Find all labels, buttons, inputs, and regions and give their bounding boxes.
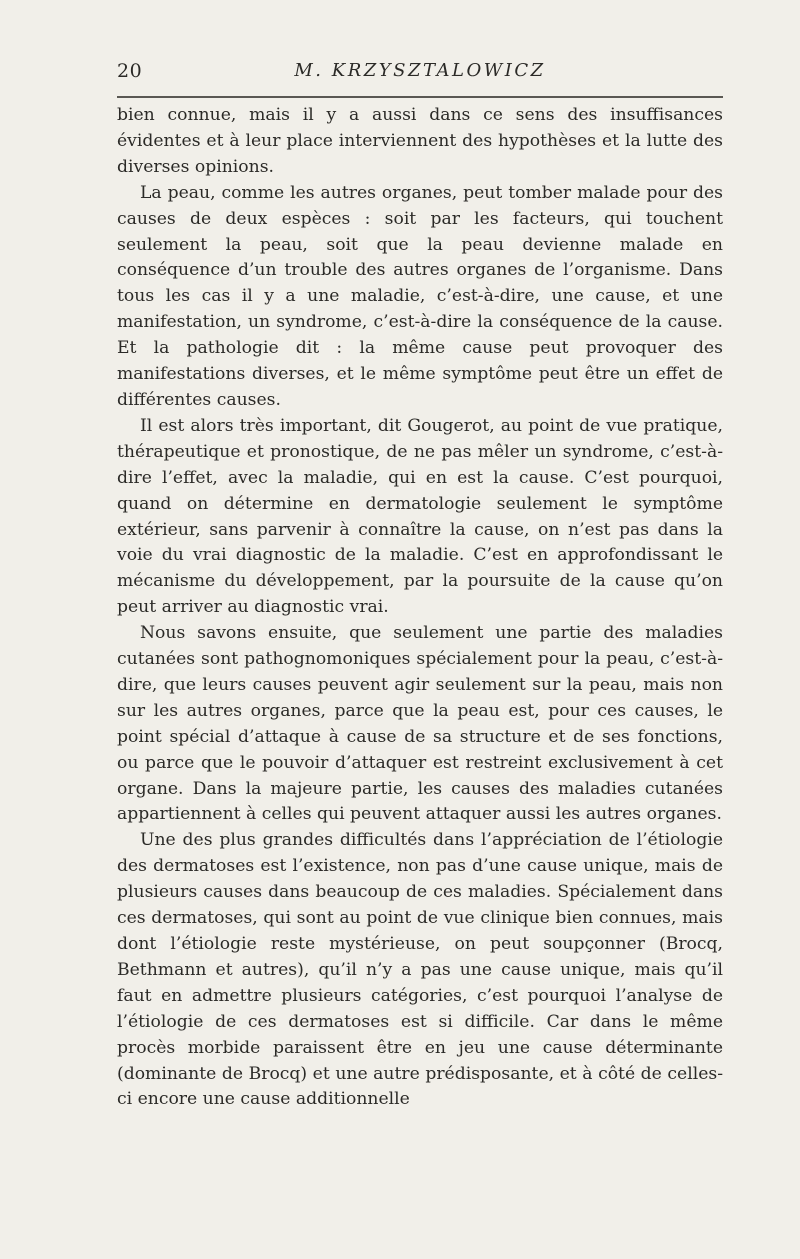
paragraph: Il est alors très important, dit Gougerot, au point de vue pratique, thérapeutique et pronostique, de ne pas mêler un syndrome, c’est-à-dire l’effet, avec la maladie, qui en est la cause. C’est pourquoi, quand on détermine en dermatologie seulement le symptôme extérieur, sans parvenir à connaître la cause, on n’est pas dans la voie du vrai diagnostic de la maladie. C’est en approfondissant le mécanisme du développement, par la poursuite de la cause qu’on peut arriver au diagnostic vrai.	[117, 415, 723, 618]
paragraph: Nous savons ensuite, que seulement une partie des maladies cutanées sont pathognomoniques spécialement pour la peau, c’est-à-dire, que leurs causes peuvent agir seulement sur la peau, mais non sur les autres organes, parce que la peau est, pour ces causes, le point spécial d’attaque à cause de sa structure et de ses fonctions, ou parce que le pouvoir d’attaquer est restreint exclusivement à cet organe. Dans la majeure partie, les causes des maladies cutanées appartiennent à celles qui peuvent attaquer aussi les autres organes.	[117, 623, 723, 825]
page-number: 20	[117, 60, 143, 82]
header-rule	[117, 96, 723, 98]
paragraph: Une des plus grandes difficultés dans l’appréciation de l’étiologie des dermatoses est l’existence, non pas d’une cause unique, mais de plusieurs causes dans beaucoup de ces maladies. Spécialement dans ces dermatoses, qui sont au point de vue clinique bien connues, mais dont l’étiologie reste mystérieuse, on peut soupçonner (Brocq, Bethmann et autres), qu’il n’y a pas une cause unique, mais qu’il faut en admettre plusieurs catégories, c’est pourquoi l’analyse de l’étiologie de ces dermatoses est si difficile. Car dans le même procès morbide paraissent être en jeu une cause déterminante (dominante de Brocq) et une autre prédisposante, et à côté de celles-ci encore une cause additionnelle	[117, 830, 723, 1110]
running-head-author: M. KRZYSZTALOWICZ	[294, 60, 546, 81]
page-header	[117, 58, 723, 88]
paragraph: La peau, comme les autres organes, peut tomber malade pour des causes de deux espèces : soit par les facteurs, qui touchent seulement la peau, soit que la peau devienne malade en conséquence d’un trouble des autres organes de l’organisme. Dans tous les cas il y a une maladie, c’est-à-dire, une cause, et une manifestation, un syndrome, c’est-à-dire la conséquence de la cause. Et la pathologie dit : la même cause peut provoquer des manifestations diverses, et le même symptôme peut être un effet de différentes causes.	[117, 182, 723, 410]
paragraph-continued: bien connue, mais il y a aussi dans ce sens des insuffisances évidentes et à leur place interviennent des hypothèses et la lutte des diverses opinions.	[117, 105, 723, 177]
body-text	[117, 103, 723, 1113]
